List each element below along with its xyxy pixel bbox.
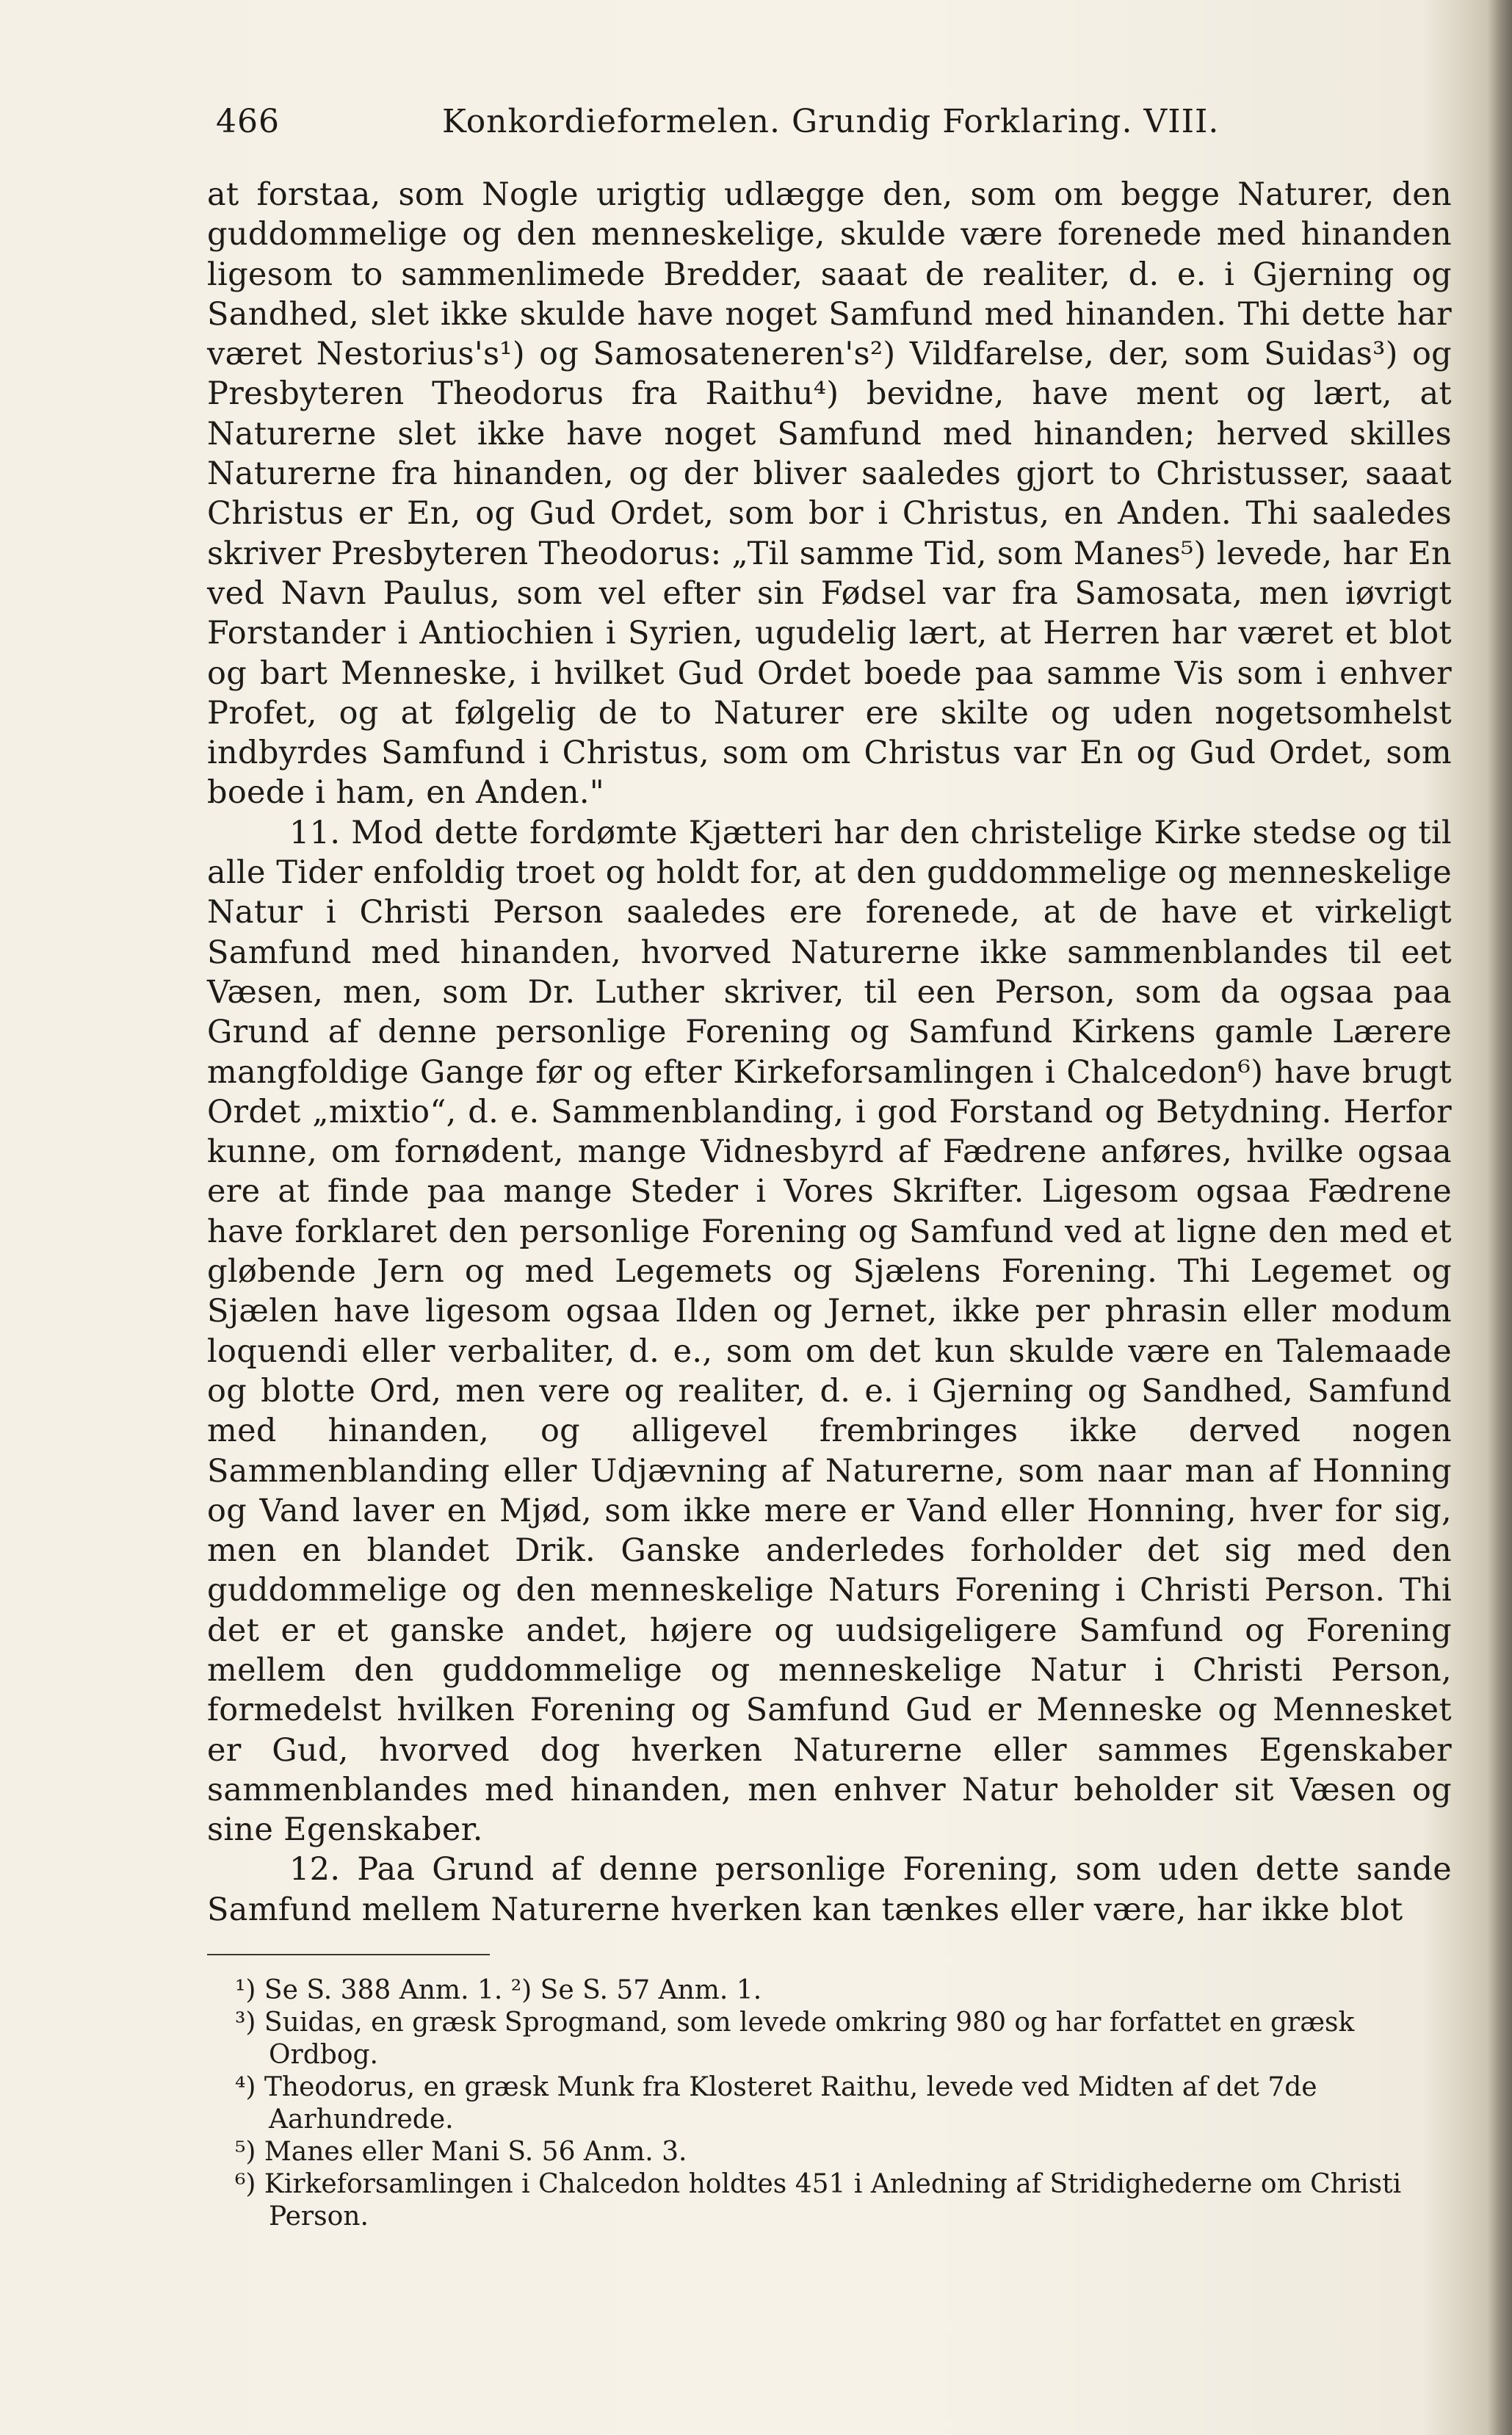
footnote-5: ⁵) Manes eller Mani S. 56 Anm. 3.: [235, 2137, 687, 2167]
main-text: [207, 175, 1452, 1930]
footnote-6: ⁶) Kirkeforsamlingen i Chalcedon holdtes 451 i Anledning af Stridighederne om Christi Person.: [235, 2169, 1402, 2232]
paragraph-continued: at forstaa, som Nogle urigtig udlægge den, som om begge Naturer, den guddommelige og den menneskelige, skulde være forenede med hinanden ligesom to sammenlimede Bredder, saaat de realiter, d. e. i Gjerning og Sandhed, slet ikke skulde have noget Samfund med hinanden. Thi dette har været Nestorius's¹) og Samosateneren's²) Vildfarelse, der, som Suidas³) og Presbyteren Theodorus fra Raithu⁴) bevidne, have ment og lært, at Naturerne slet ikke have noget Samfund med hinanden; herved skilles Naturerne fra hinanden, og der bliver saaledes gjort to Christusser, saaat Christus er En, og Gud Ordet, som bor i Christus, en Anden. Thi saaledes skriver Presbyteren Theodorus: „Til samme Tid, som Manes⁵) levede, har En ved Navn Paulus, som vel efter sin Fødsel var fra Samosata, men iøvrigt Forstander i Antiochien i Syrien, ugudelig lært, at Herren har været et blot og bart Menneske, i hvilket Gud Ordet boede paa samme Vis som i enhver Profet, og at følgelig de to Naturer ere skilte og uden nogetsomhelst indbyrdes Samfund i Christus, som om Christus var En og Gud Ordet, som boede i ham, en Anden.": [207, 176, 1452, 812]
paragraph-12: 12. Paa Grund af denne personlige Forening, som uden dette sande Samfund mellem Naturerne hverken kan tænkes eller være, har ikke blot: [207, 1851, 1452, 1928]
running-title: Konkordieformelen. Grundig Forklaring. VIII.: [442, 103, 1220, 140]
paragraph-11: 11. Mod dette fordømte Kjætteri har den christelige Kirke stedse og til alle Tider enfoldig troet og holdt for, at den guddommelige og menneskelige Natur i Christi Person saaledes ere forenede, at de have et virkeligt Samfund med hinanden, hvorved Naturerne ikke sammenblandes til eet Væsen, men, som Dr. Luther skriver, til een Person, som da ogsaa paa Grund af denne personlige Forening og Samfund Kirkens gamle Lærere mangfoldige Gange før og efter Kirkeforsamlingen i Chalcedon⁶) have brugt Ordet „mixtio“, d. e. Sammenblanding, i god Forstand og Betydning. Herfor kunne, om fornødent, mange Vidnesbyrd af Fædrene anføres, hvilke ogsaa ere at finde paa mange Steder i Vores Skrifter. Ligesom ogsaa Fædrene have forklaret den personlige Forening og Samfund ved at ligne den med et gløbende Jern og med Legemets og Sjælens Forening. Thi Legemet og Sjælen have ligesom ogsaa Ilden og Jernet, ikke per phrasin eller modum loquendi eller verbaliter, d. e., som om det kun skulde være en Talemaade og blotte Ord, men vere og realiter, d. e. i Gjerning og Sandhed, Samfund med hinanden, og alligevel frembringes ikke derved nogen Sammenblanding eller Udjævning af Naturerne, som naar man af Honning og Vand laver en Mjød, som ikke mere er Vand eller Honning, hver for sig, men en blandet Drik. Ganske anderledes forholder det sig med den guddommelige og den menneskelige Naturs Forening i Christi Person. Thi det er et ganske andet, højere og uudsigeligere Samfund og Forening mellem den guddommelige og menneskelige Natur i Christi Person, formedelst hvilken Forening og Samfund Gud er Menneske og Mennesket er Gud, hvorved dog hverken Naturerne eller sammes Egenskaber sammenblandes med hinanden, men enhver Natur beholder sit Væsen og sine Egenskaber.: [207, 814, 1452, 1849]
book-spine-edge: [1487, 0, 1512, 2435]
footnote-divider: [207, 1954, 490, 1955]
page-number: 466: [216, 103, 280, 140]
footnote-1-2: ¹) Se S. 388 Anm. 1. ²) Se S. 57 Anm. 1.: [235, 1975, 762, 2005]
running-header: [207, 103, 1441, 147]
footnote-3: ³) Suidas, en græsk Sprogmand, som levede omkring 980 og har forfattet en græsk Ordbog.: [235, 2007, 1355, 2070]
footnote-4: ⁴) Theodorus, en græsk Munk fra Klosteret Raithu, levede ved Midten af det 7de Aarhundrede.: [235, 2072, 1317, 2135]
footnotes: [235, 1974, 1410, 2233]
